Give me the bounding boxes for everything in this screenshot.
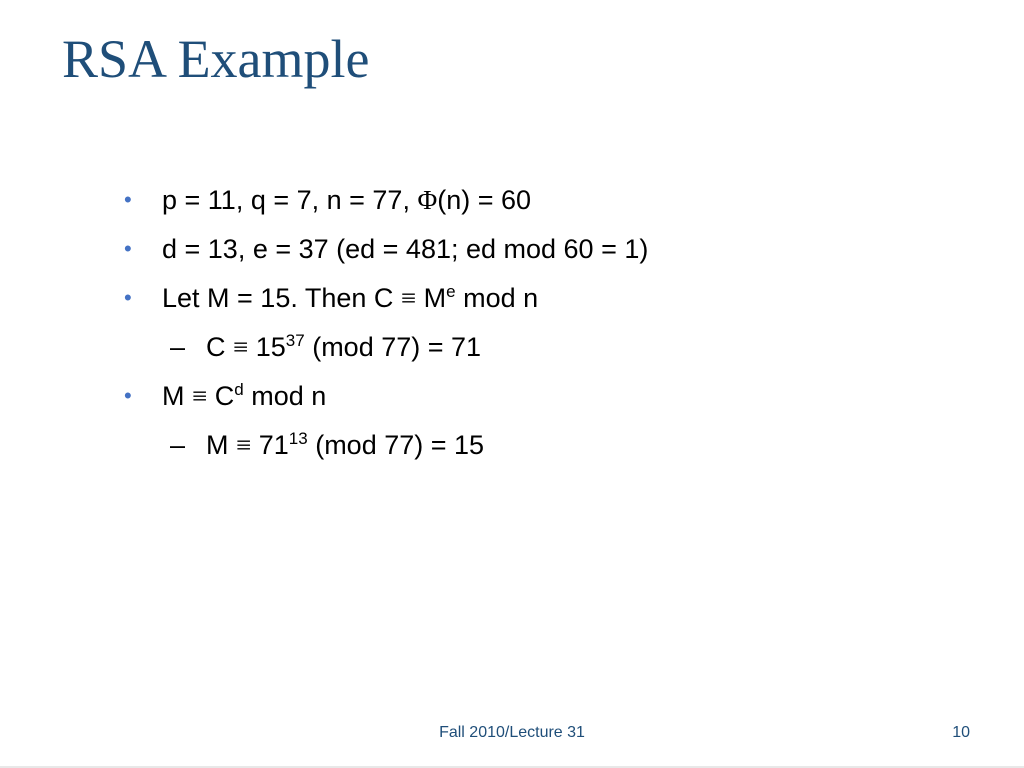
page-number: 10 [952,724,970,741]
bullet-text: Let M = 15. Then C [162,283,401,313]
bullet-text: 15 [248,332,286,362]
bullet-item [124,276,984,325]
bullet-marker: • [124,285,132,310]
bullet-text: mod n [455,283,539,313]
bullet-text: ≡ [236,430,252,460]
bullet-list [124,178,984,472]
bullet-text: mod n [243,381,327,411]
bullet-text: 71 [251,430,289,460]
superscript-text: 37 [285,331,305,350]
superscript-text: 13 [288,429,308,448]
bullet-text: M [162,381,192,411]
bullet-text: M [416,283,447,313]
bullet-text: ≡ [233,332,249,362]
dash-marker: – [170,332,186,362]
bullet-text: M [206,430,236,460]
bullet-marker: • [124,383,132,408]
bullet-marker: • [124,187,132,212]
bullet-text: Φ [417,185,438,215]
bullet-item [124,178,984,227]
bullet-text: (mod 77) = 15 [307,430,485,460]
bullet-item [124,227,984,276]
bullet-text: (n) = 60 [437,185,532,215]
bullet-text: (mod 77) = 71 [304,332,482,362]
bullet-item [124,374,984,423]
superscript-text: e [446,282,456,301]
bullet-marker: • [124,236,132,261]
bullet-text: p = 11, q = 7, n = 77, [162,185,418,215]
footer-course-label: Fall 2010/Lecture 31 [439,724,585,741]
superscript-text: d [234,380,244,399]
sub-bullet-item [124,423,984,472]
bullet-text: C [207,381,235,411]
dash-marker: – [170,430,186,460]
bullet-text: ≡ [192,381,208,411]
bullet-text: ≡ [400,283,417,313]
slide-title: RSA Example [62,29,370,89]
sub-bullet-item [124,325,984,374]
bullet-text: d = 13, e = 37 (ed = 481; ed mod 60 = 1) [162,234,649,264]
bullet-text: C [206,332,233,362]
